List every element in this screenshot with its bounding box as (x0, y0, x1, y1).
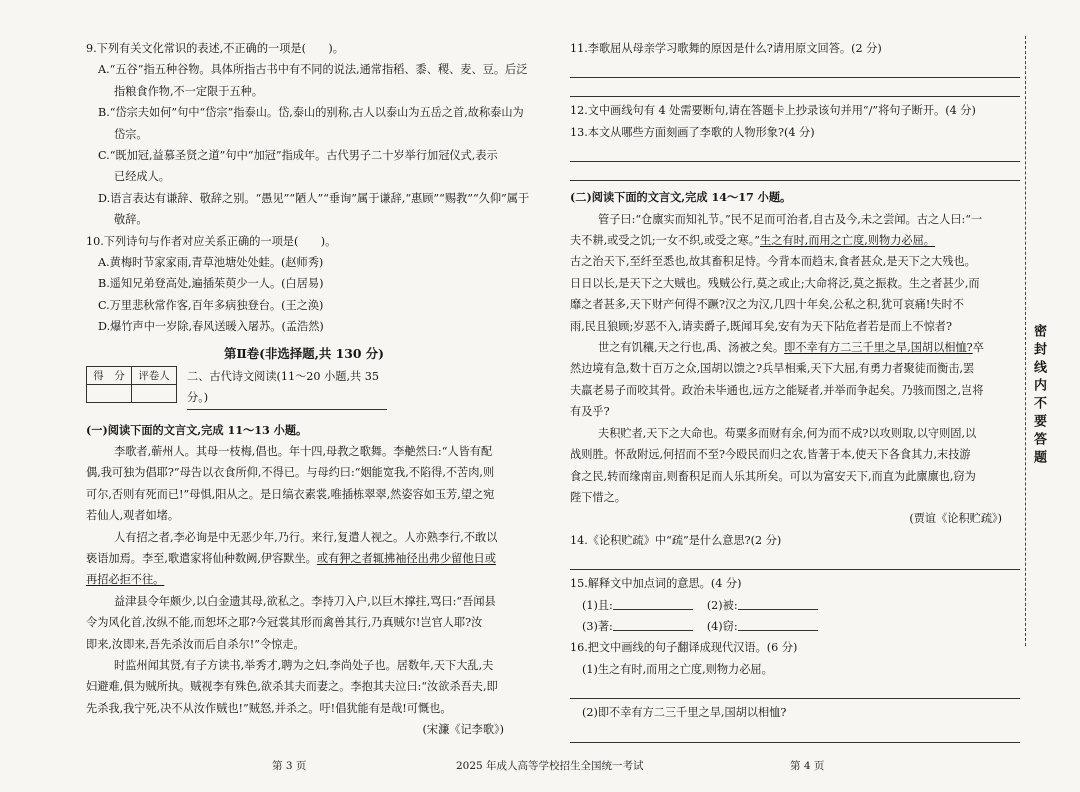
reading2-line: 夫羸老易子而咬其骨。政治未毕通也,远方之能疑者,并举而争起矣。乃骇而图之,岂将 (570, 383, 984, 397)
left-column (86, 38, 530, 741)
reading1-line: 令为风化首,汝纵不能,而恕坏之耶?今冠裳其形而禽兽其行,乃真贼尔!岂官人耶?汝 (86, 616, 483, 630)
q9-stem: 9.下列有关文化常识的表述,不正确的一项是( )。 (86, 42, 344, 55)
q15-stem: 15.解释文中加点词的意思。(4 分) (570, 577, 742, 591)
reading1-line (86, 569, 522, 590)
underlined-sentence: 或有狎之者辄拂袖径出弗少留他日或 (316, 551, 496, 565)
grader-header: 评卷人 (132, 366, 177, 384)
underlined-sentence-cont: 再招必拒不往。 (86, 573, 165, 587)
reading1-line: 益津县令年颇少,以白金遗其母,欲私之。李持刀入户,以巨木撑拄,骂曰:“吾闻县 (114, 594, 496, 608)
reading1-line: 人有招之者,李必询是中无恶少年,乃行。来行,复遣人视之。人亦熟李行,不敢以 (114, 530, 498, 544)
reading1-line: 若仙人,观者如堵。 (86, 509, 180, 523)
reading1-line: 李歌者,蕲州人。其母一枝梅,倡也。年十四,母教之歌舞。李艴然曰:“人皆有配 (114, 444, 493, 458)
answer-line[interactable] (570, 63, 1020, 78)
q15-item-3: (3)著: (582, 619, 613, 633)
part2-title: 第Ⅱ卷(非选择题,共 130 分) (223, 345, 385, 361)
reading2-text: 卒 (972, 341, 984, 355)
q9-option-b: B.“岱宗夫如何”句中“岱宗”指泰山。岱,泰山的别称,古人以泰山为五岳之首,故称泰山为 (98, 106, 524, 120)
q10-option-d: D.爆竹声中一岁除,春风送暖入屠苏。(孟浩然) (98, 320, 324, 334)
q15-blank-4[interactable] (738, 616, 818, 631)
underlined-sentence-1: 生之有时,而用之亡度,则物力必屈。 (760, 234, 935, 248)
q16-sentence-2: (2)即不幸有方二三千里之旱,国胡以相恤? (582, 706, 787, 720)
q15-blank-2[interactable] (738, 595, 818, 610)
binding-notice: 密封线内不要答题 (1031, 324, 1046, 468)
reading1-line: 时监州闻其贤,有子方读书,举秀才,聘为之妇,李尚处子也。居数年,天下大乱,夫 (114, 658, 494, 672)
reading2-line: 夫积贮者,天下之大命也。苟粟多而财有余,何为而不成?以攻则取,以守则固,以 (598, 426, 977, 440)
answer-line[interactable] (570, 684, 1020, 699)
q10-option-b: B.遥知兄弟登高处,遍插茱萸少一人。(白居易) (98, 277, 324, 291)
reading1-line: 可尔,否则有死而已!”母惧,阳从之。是日缟衣素裳,唯插栋翠翠,然姿容如玉芳,望之宛 (86, 487, 495, 501)
reading1-line: 妇避难,俱为贼所执。贼视李有殊色,欲杀其夫而妻之。李抱其夫泣曰:“汝欲杀吾夫,即 (86, 680, 498, 694)
right-column (570, 38, 1020, 746)
reading2-line: 然边境有急,数十百万之众,国胡以馈之?兵旱相乘,天下大屈,有勇力者聚徒而衡击,罢 (570, 362, 975, 376)
q14-stem: 14.《论积贮疏》中“疏”是什么意思?(2 分) (570, 533, 782, 547)
reading2-line: 有及乎? (570, 405, 610, 419)
q9-option-a: A.“五谷”指五种谷物。具体所指古书中有不同的说法,通常指稻、黍、稷、麦、豆。后泛 (98, 63, 528, 77)
q9-option-d-cont: 敬辞。 (114, 213, 148, 227)
exam-title: 2025 年成人高等学校招生全国统一考试 (456, 760, 644, 772)
reading2-line: 古之治天下,至纤至悉也,故其畜积足恃。今背本而趋末,食者甚众,是天下之大残也。 (570, 255, 976, 269)
q9-option-c: C.“既加冠,益慕圣贤之道”句中“加冠”指成年。古代男子二十岁举行加冠仪式,表示 (98, 149, 498, 163)
reading2-heading: (二)阅读下面的文言文,完成 14～17 小题。 (570, 190, 792, 205)
answer-line[interactable] (570, 166, 1020, 181)
grader-cell[interactable] (132, 384, 177, 402)
reading2-line: 雨,民且狼顾;岁恶不入,请卖爵子,既闻耳矣,安有为天下阽危者若是而上不惊者? (570, 319, 952, 333)
page-number-left: 第 3 页 (272, 760, 307, 772)
q10-option-a: A.黄梅时节家家雨,青草池塘处处蛙。(赵师秀) (98, 256, 324, 270)
q12-stem: 12.文中画线句有 4 处需要断句,请在答题卡上抄录该句并用“/”将句子断开。(4 分) (570, 104, 976, 118)
answer-line[interactable] (570, 82, 1020, 97)
reading1-line: 即来,汝即来,吾先杀汝而后自杀尔!”令惊走。 (86, 637, 305, 651)
reading2-text: 世之有饥穰,天之行也,禹、汤被之矣。 (598, 341, 785, 355)
q10-stem: 10.下列诗句与作者对应关系正确的一项是( )。 (86, 234, 337, 248)
page-number-right: 第 4 页 (790, 760, 825, 772)
answer-line[interactable] (570, 147, 1020, 162)
score-table (86, 366, 177, 403)
q16-stem: 16.把文中画线的句子翻译成现代汉语。(6 分) (570, 641, 798, 655)
q9-option-b-cont: 岱宗。 (114, 127, 148, 141)
reading1-line (86, 548, 522, 569)
q16-sentence-1: (1)生之有时,而用之亡度,则物力必屈。 (582, 662, 773, 676)
reading2-text: 夫不耕,或受之饥;一女不织,或受之寒。” (570, 234, 761, 248)
q13-stem: 13.本文从哪些方面刻画了李歌的人物形象?(4 分) (570, 125, 815, 139)
reading2-line: 陛下惜之。 (570, 490, 626, 504)
reading2-line: 食之民,转而缘南亩,则畜积足而人乐其所矣。可以为富安天下,而直为此廪廪也,窃为 (570, 469, 976, 483)
reading1-heading: (一)阅读下面的文言文,完成 11～13 小题。 (86, 422, 308, 437)
reading2-line: 管子曰:“仓廪实而知礼节。”民不足而可治者,自古及今,未之尝闻。古之人曰:“一 (598, 212, 983, 226)
q10-option-c: C.万里悲秋常作客,百年多病独登台。(王之涣) (98, 298, 324, 312)
q15-row (570, 616, 1020, 637)
q15-row (570, 595, 1020, 616)
reading2-source: (贾谊《论积贮疏》) (909, 512, 1002, 526)
q11-stem: 11.李歌屈从母亲学习歌舞的原因是什么?请用原文回答。(2 分) (570, 42, 882, 55)
reading2-line: 日日以长,是天下之大贼也。残贼公行,莫之或止;大命将泛,莫之振救。生之者甚少,而 (570, 276, 980, 290)
reading1-line: 偶,我可独为倡耶?”母告以衣食所仰,不得已。与母约曰:“姻能宽我,不陷得,不苦肉,则 (86, 466, 495, 480)
score-box (86, 366, 522, 410)
q9-option-d: D.语言表达有谦辞、敬辞之别。“愚见”“陋人”“垂询”属于谦辞,“惠顾”“赐教”“久仰”属于 (98, 191, 530, 205)
reading2-line (570, 230, 1020, 251)
reading1-text: 亵语加焉。李至,歌遣家将仙种数阙,伊容默坐。 (86, 551, 317, 565)
answer-line[interactable] (570, 728, 1020, 743)
section2-title: 二、古代诗文阅读(11～20 小题,共 35 分。) (187, 366, 387, 410)
q9-option-c-cont: 已经成人。 (114, 170, 170, 184)
score-cell[interactable] (87, 384, 132, 402)
binding-margin (1025, 36, 1052, 646)
answer-line[interactable] (570, 555, 1020, 570)
score-header: 得 分 (87, 366, 132, 384)
q15-item-4: (4)窃: (706, 619, 738, 633)
reading2-line (570, 337, 1020, 358)
reading2-line: 靡之者甚多,天下财产何得不蹶?汉之为汉,几四十年矣,公私之积,犹可哀痛!失时不 (570, 298, 964, 312)
underlined-sentence-2: 即不幸有方二三千里之旱,国胡以相恤? (784, 341, 973, 355)
reading2-line: 战则胜。怀敌附远,何招而不至?今殴民而归之农,皆著于本,使天下各食其力,末技游 (570, 448, 971, 462)
q9-option-a-cont: 指粮食作物,不一定限于五种。 (114, 84, 263, 98)
q15-blank-3[interactable] (613, 616, 693, 631)
q15-blank-1[interactable] (613, 595, 693, 610)
reading1-line: 先杀我,我宁死,决不从汝作贼也!”贼怒,并杀之。吁!倡犹能有是哉!可慨也。 (86, 701, 452, 715)
q15-item-1: (1)且: (582, 598, 613, 612)
q15-item-2: (2)被: (706, 598, 738, 612)
reading1-source: (宋濂《记李歌》) (422, 723, 504, 737)
